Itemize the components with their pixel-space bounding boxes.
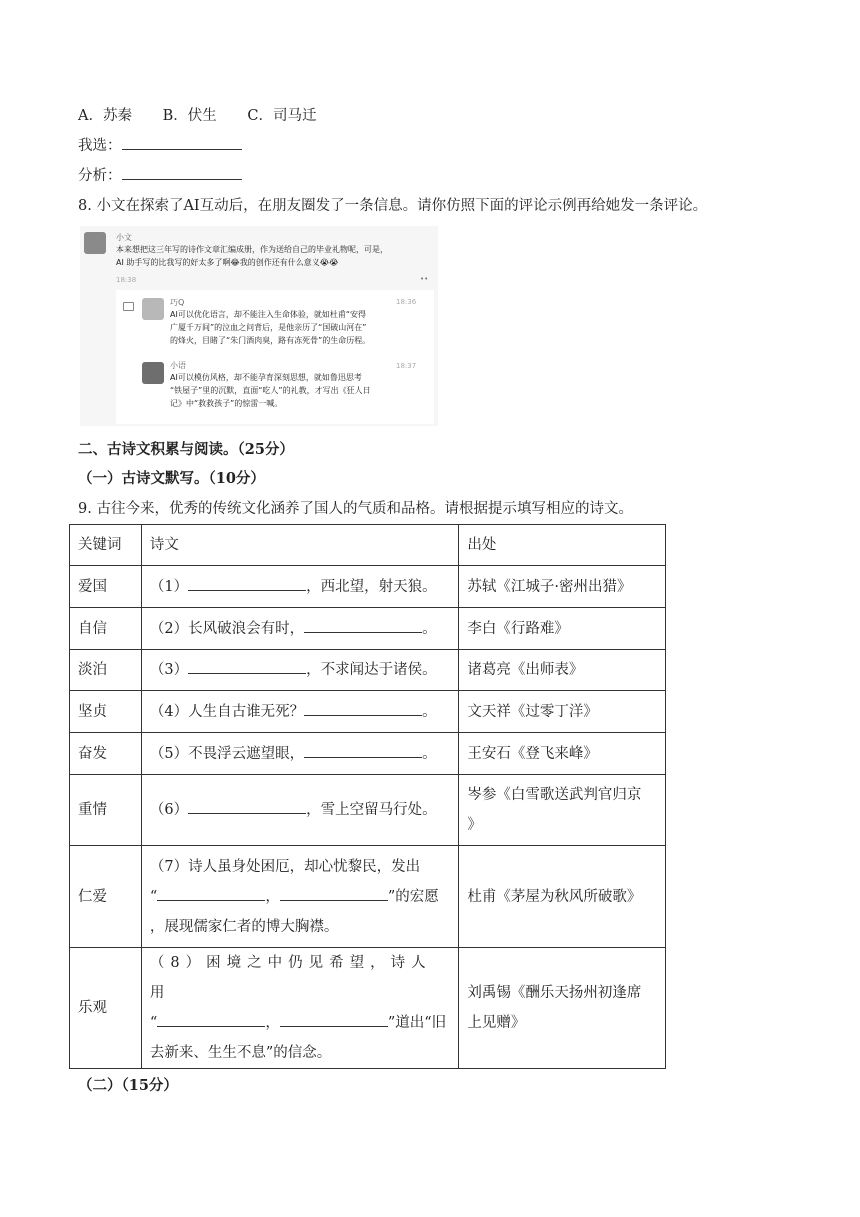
poem-prefix: （3） [149,662,189,678]
poem-suffix: ，雪上空留马行处。 [306,802,437,818]
table-row [70,650,666,691]
comma: ， [265,1015,280,1031]
keyword-cell: 重情 [70,775,142,846]
post-time: 18:38 [116,276,137,284]
q8-question: 8. 小文在探索了AI互动后，在朋友圈发了一条信息。请你仿照下面的评论示例再给她发一条评论。 [78,198,708,214]
poem-prefix: （6） [149,802,189,818]
poem-line-3: ，展现儒家仁者的博大胸襟。 [149,918,339,935]
poem-table [69,524,666,1069]
source-cell [459,948,666,1069]
moments-screenshot [80,226,438,426]
keyword-cell: 淡泊 [70,650,142,691]
answer-blank-7b[interactable] [280,886,388,901]
poem-cell [141,650,459,691]
option-c[interactable]: C．司马迁 [247,108,317,124]
poem-cell [141,691,459,733]
quote-close: ”道出“旧 [387,1015,447,1031]
poem-line-1: （7）诗人虽身处困厄，却心忧黎民，发出 [149,858,421,875]
comment-1-line-1: AI可以优化语言，却不能注入生命体验，就如杜甫“安得 [170,310,366,319]
answer-blank-4[interactable] [304,701,422,716]
analysis-blank[interactable] [122,165,242,180]
poem-line-1: （8）困境之中仍见希望，诗人用 [149,955,432,1001]
table-row [70,733,666,775]
poem-prefix: （1） [149,578,189,595]
keyword-cell: 爱国 [70,566,142,608]
poem-line-2 [150,882,451,912]
source-cell: 王安石《登飞来峰》 [459,733,666,775]
keyword-cell: 坚贞 [70,691,142,733]
poem-prefix: （5）不畏浮云遮望眼， [149,745,305,762]
source-cell: 李白《行路难》 [459,608,666,650]
comment-1-line-2: 广厦千万间”的泣血之问背后，是他亲历了“国破山河在” [170,323,367,332]
analysis-label: 分析： [78,168,122,184]
table-header-row [70,525,666,566]
subsection-2-title: （二）（15分） [78,1077,178,1094]
poem-suffix: 。 [422,620,437,637]
poem-prefix: （4）人生自古谁无死？ [149,703,305,720]
post-line-2: AI 助手写的比我写的好太多了啊😂我的创作还有什么意义😭😭 [116,258,339,267]
header-keyword: 关键词 [70,525,142,566]
q9-question: 9. 古往今来，优秀的传统文化涵养了国人的气质和品格。请根据提示填写相应的诗文。 [78,501,633,517]
table-row [70,566,666,608]
poem-suffix: 。 [422,703,437,720]
source-cell: 苏轼《江城子·密州出猎》 [459,566,666,608]
table-row [70,691,666,733]
source-cell: 杜甫《茅屋为秋风所破歌》 [459,846,666,948]
answer-blank-3[interactable] [188,659,306,674]
choose-line [78,134,242,155]
comment-2-line-2: “铁屋子”里的沉默，直面“吃人”的礼教，才写出《狂人日 [170,386,371,395]
post-line-1: 本来想把这三年写的诗作文章汇编成册，作为送给自己的毕业礼物呢，可是， [116,245,388,254]
option-b[interactable]: B．伏生 [162,108,217,124]
poem-cell [141,948,459,1069]
quote-open: “ [149,1015,158,1031]
table-row [70,948,666,1069]
choose-label: 我选： [78,138,122,154]
table-row [70,846,666,948]
poem-line-2 [150,1008,451,1038]
answer-blank-8b[interactable] [280,1012,388,1027]
comment-2-name: 小语 [170,361,186,370]
poem-suffix: ，西北望，射天狼。 [306,578,437,595]
source-line-2: 》 [467,817,482,833]
option-a[interactable]: A．苏秦 [78,108,132,124]
table-row [70,608,666,650]
answer-blank-7a[interactable] [157,886,265,901]
answer-blank-5[interactable] [304,743,422,758]
avatar-xiaowen [84,232,106,254]
poem-cell [141,566,459,608]
poem-cell [141,775,459,846]
quote-close: ”的宏愿 [387,888,439,905]
comment-2-time: 18:37 [396,362,417,370]
keyword-cell: 自信 [70,608,142,650]
more-icon[interactable]: •• [420,275,429,283]
comment-1-line-3: 的烽火，目睹了“朱门酒肉臭，路有冻死骨”的生命历程。 [170,336,371,345]
section-2-title: 二、古诗文积累与阅读。（25分） [78,441,294,458]
poem-prefix: （2）长风破浪会有时， [149,620,305,637]
keyword-cell: 奋发 [70,733,142,775]
poem-cell [141,608,459,650]
keyword-cell: 乐观 [70,948,142,1069]
comment-1-name: 巧Q [170,298,185,307]
analysis-line [78,164,242,185]
comma: ， [265,888,280,905]
quote-open: “ [149,888,158,905]
poem-suffix: ，不求闻达于诸侯。 [306,662,437,678]
table-row [70,775,666,846]
post-author: 小文 [116,233,132,242]
answer-blank-2[interactable] [304,618,422,633]
source-cell [459,775,666,846]
comment-2-line-3: 记》中“救救孩子”的惊雷一喊。 [170,399,283,408]
source-line-1: 刘禹锡《酬乐天扬州初逢席 [467,985,642,1001]
keyword-cell: 仁爱 [70,846,142,948]
header-source: 出处 [459,525,666,566]
answer-blank-8a[interactable] [157,1012,265,1027]
poem-line-3: 去新来、生生不息”的信念。 [149,1045,332,1061]
avatar-xiaoyu [142,362,164,384]
q7-options [78,104,342,125]
poem-cell [141,846,459,948]
choose-blank[interactable] [122,135,242,150]
source-cell: 文天祥《过零丁洋》 [459,691,666,733]
subsection-1-title: （一）古诗文默写。（10分） [78,470,265,487]
header-poem: 诗文 [141,525,459,566]
answer-blank-6[interactable] [188,799,306,814]
source-line-2: 上见赠》 [467,1015,526,1031]
answer-blank-1[interactable] [188,576,306,591]
poem-cell [141,733,459,775]
source-cell: 诸葛亮《出师表》 [459,650,666,691]
comment-icon[interactable] [123,302,134,311]
comment-1-time: 18:36 [396,298,417,306]
avatar-qiaoq [142,298,164,320]
comment-2-line-1: AI可以模仿风格，却不能孕育深刻思想，就如鲁迅思考 [170,373,362,382]
source-line-1: 岑参《白雪歌送武判官归京 [467,787,642,803]
poem-suffix: 。 [422,745,437,762]
